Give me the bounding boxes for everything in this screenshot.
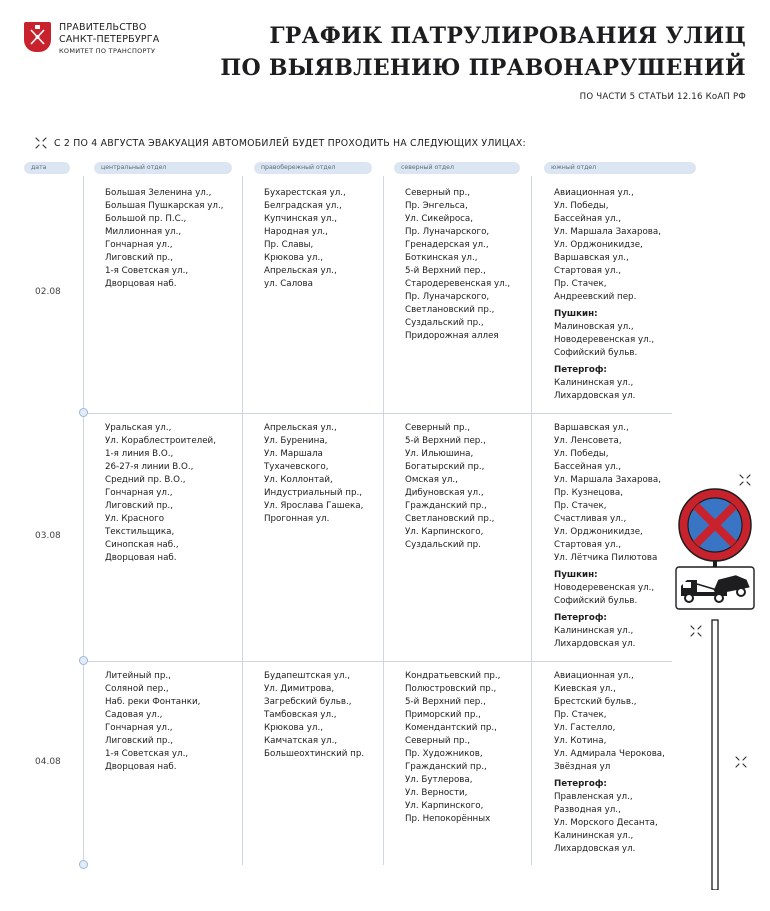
- street-item: 5-й Верхний пер.,: [405, 697, 486, 707]
- street-item: Дворцовая наб.: [105, 279, 177, 289]
- street-item: 5-й Верхний пер.,: [405, 436, 486, 446]
- street-item: Соляной пер.,: [105, 684, 169, 694]
- district-heading: Пушкин:: [554, 309, 598, 319]
- street-item: Калининская ул.,: [554, 378, 634, 388]
- district-heading: Пушкин:: [554, 570, 598, 580]
- street-item: Лиговский пр.,: [105, 736, 173, 746]
- street-item: Софийский бульв.: [554, 596, 638, 606]
- street-item: Софийский бульв.: [554, 348, 638, 358]
- street-item: Ул. Буренина,: [264, 436, 328, 446]
- street-item: Бухарестская ул.,: [264, 188, 346, 198]
- cell-south: [554, 670, 665, 856]
- street-item: Большая Пушкарская ул.,: [105, 201, 224, 211]
- street-item: Приморский пр.,: [405, 710, 481, 720]
- street-item: Стародеревенская ул.,: [405, 279, 511, 289]
- street-item: Ул. Орджоникидзе,: [554, 527, 643, 537]
- street-item: Стартовая ул.,: [554, 266, 621, 276]
- column-header-central: центральный отдел: [94, 162, 232, 174]
- cell-south: [554, 422, 661, 651]
- street-item: Варшавская ул.,: [554, 423, 629, 433]
- street-item: Новодеревенская ул.,: [554, 583, 655, 593]
- street-item: Ул. Маршала Захарова,: [554, 227, 662, 237]
- street-item: Пр. Стачек,: [554, 710, 607, 720]
- street-item: Тухачевского,: [264, 462, 329, 472]
- street-item: Малиновская ул.,: [554, 322, 634, 332]
- cell-central: [105, 670, 200, 774]
- street-item: Пр. Художников,: [405, 749, 483, 759]
- street-item: Крюкова ул.,: [264, 253, 323, 263]
- column-divider: [383, 176, 384, 865]
- street-item: Ул. Котина,: [554, 736, 607, 746]
- org-logo: [24, 22, 160, 58]
- street-item: Придорожная аллея: [405, 331, 499, 341]
- street-item: Богатырский пр.,: [405, 462, 485, 472]
- row-date: 03.08: [35, 531, 61, 541]
- street-item: Ул. Маршала Захарова,: [554, 475, 662, 485]
- street-item: Калининская ул.,: [554, 831, 634, 841]
- street-item: Ул. Лётчика Пилютова: [554, 553, 658, 563]
- street-item: Киевская ул.,: [554, 684, 616, 694]
- street-item: ул. Салова: [264, 279, 313, 289]
- page-subtitle: ПО ЧАСТИ 5 СТАТЬИ 12.16 КоАП РФ: [579, 92, 746, 102]
- street-item: Северный пр.,: [405, 423, 471, 433]
- timeline-dot: [79, 656, 88, 665]
- street-item: Белградская ул.,: [264, 201, 342, 211]
- intro: [34, 136, 526, 150]
- street-item: 26-27-я линии В.О.,: [105, 462, 194, 472]
- street-item: Камчатская ул.,: [264, 736, 338, 746]
- street-item: Суздальский пр.: [405, 540, 481, 550]
- street-item: Пр. Стачек,: [554, 279, 607, 289]
- street-item: Пр. Энгельса,: [405, 201, 468, 211]
- street-item: Северный пр.,: [405, 736, 471, 746]
- org-department: КОМИТЕТ ПО ТРАНСПОРТУ: [59, 47, 156, 55]
- street-item: Ул. Коллонтай,: [264, 475, 333, 485]
- street-item: Гончарная ул.,: [105, 488, 173, 498]
- street-item: Пр. Стачек,: [554, 501, 607, 511]
- street-item: Лихардовская ул.: [554, 844, 636, 854]
- column-header-right-bank: правобережный отдел: [254, 162, 372, 174]
- street-item: Ул. Верности,: [405, 788, 468, 798]
- street-item: Авиационная ул.,: [554, 188, 634, 198]
- cell-north: [405, 187, 510, 343]
- street-item: Светлановский пр.,: [405, 305, 495, 315]
- street-item: Прогонная ул.: [264, 514, 330, 524]
- street-item: Ул. Орджоникидзе,: [554, 240, 643, 250]
- street-item: Пр. Непокорённых: [405, 814, 491, 824]
- street-item: Боткинская ул.,: [405, 253, 478, 263]
- street-item: Народная ул.,: [264, 227, 328, 237]
- row-date: 02.08: [35, 287, 61, 297]
- street-item: Полюстровский пр.,: [405, 684, 497, 694]
- street-item: Пр. Луначарского,: [405, 292, 490, 302]
- street-item: Варшавская ул.,: [554, 253, 629, 263]
- street-item: Купчинская ул.,: [264, 214, 337, 224]
- emblem-icon: [24, 22, 51, 52]
- title-line2: ПО ВЫЯВЛЕНИЮ ПРАВОНАРУШЕНИЙ: [220, 55, 746, 81]
- street-item: Авиационная ул.,: [554, 671, 634, 681]
- street-item: Гражданский пр.,: [405, 501, 487, 511]
- timeline-dot: [79, 408, 88, 417]
- street-item: Садовая ул.,: [105, 710, 163, 720]
- intro-text: С 2 ПО 4 АВГУСТА ЭВАКУАЦИЯ АВТОМОБИЛЕЙ БУДЕТ ПРОХОДИТЬ НА СЛЕДУЮЩИХ УЛИЦАХ:: [54, 137, 526, 149]
- street-item: Тамбовская ул.,: [264, 710, 337, 720]
- column-header-date: дата: [24, 162, 70, 174]
- street-item: Большеохтинский пр.: [264, 749, 365, 759]
- row-divider: [84, 413, 672, 414]
- district-heading: Петергоф:: [554, 613, 607, 623]
- street-item: Бассейная ул.,: [554, 462, 622, 472]
- street-item: Ул. Маршала: [264, 449, 323, 459]
- street-item: Новодеревенская ул.,: [554, 335, 655, 345]
- street-item: 1-я Советская ул.,: [105, 749, 189, 759]
- row-date: 04.08: [35, 757, 61, 767]
- street-item: Крюкова ул.,: [264, 723, 323, 733]
- street-item: 1-я Советская ул.,: [105, 266, 189, 276]
- street-item: Ул. Красного: [105, 514, 165, 524]
- street-item: Миллионная ул.,: [105, 227, 182, 237]
- street-item: Ул. Ильюшина,: [405, 449, 474, 459]
- street-item: 1-я линия В.О.,: [105, 449, 174, 459]
- street-item: Апрельская ул.,: [264, 266, 337, 276]
- street-item: Комендантский пр.,: [405, 723, 497, 733]
- street-item: Ул. Ленсовета,: [554, 436, 622, 446]
- sparkle-icon: [734, 755, 748, 769]
- street-item: Светлановский пр.,: [405, 514, 495, 524]
- street-item: Разводная ул.,: [554, 805, 621, 815]
- street-item: Дибуновская ул.,: [405, 488, 484, 498]
- street-item: Индустриальный пр.,: [264, 488, 362, 498]
- street-item: Гончарная ул.,: [105, 240, 173, 250]
- street-item: Наб. реки Фонтанки,: [105, 697, 201, 707]
- street-item: Ул. Победы,: [554, 449, 609, 459]
- street-item: Апрельская ул.,: [264, 423, 337, 433]
- column-divider: [242, 176, 243, 865]
- street-item: Пр. Славы,: [264, 240, 314, 250]
- street-item: Пр. Кузнецова,: [554, 488, 623, 498]
- street-item: Ул. Ярослава Гашека,: [264, 501, 364, 511]
- title-line1: ГРАФИК ПАТРУЛИРОВАНИЯ УЛИЦ: [269, 23, 746, 49]
- row-divider: [84, 661, 672, 662]
- org-name-line2: САНКТ-ПЕТЕРБУРГА: [59, 34, 160, 45]
- street-item: Текстильщика,: [105, 527, 175, 537]
- street-item: Лиговский пр.,: [105, 253, 173, 263]
- street-item: Загребский бульв.,: [264, 697, 352, 707]
- street-item: Ул. Морского Десанта,: [554, 818, 658, 828]
- cell-right-bank: [264, 187, 346, 291]
- street-item: Звёздная ул: [554, 762, 611, 772]
- street-item: Будапештская ул.,: [264, 671, 351, 681]
- street-item: Правленская ул.,: [554, 792, 633, 802]
- street-item: Большой пр. П.С.,: [105, 214, 187, 224]
- street-item: Ул. Гастелло,: [554, 723, 616, 733]
- street-item: Ул. Победы,: [554, 201, 609, 211]
- district-heading: Петергоф:: [554, 365, 607, 375]
- street-item: Счастливая ул.,: [554, 514, 627, 524]
- street-item: Ул. Карпинского,: [405, 801, 484, 811]
- street-item: Ул. Бутлерова,: [405, 775, 473, 785]
- street-item: Бассейная ул.,: [554, 214, 622, 224]
- sparkle-icon: [738, 473, 752, 487]
- street-item: Брестский бульв.,: [554, 697, 637, 707]
- column-divider: [531, 176, 532, 865]
- street-item: Синопская наб.,: [105, 540, 179, 550]
- street-item: Ул. Карпинского,: [405, 527, 484, 537]
- street-item: Суздальский пр.,: [405, 318, 484, 328]
- cell-right-bank: [264, 422, 363, 526]
- street-item: Лихардовская ул.: [554, 391, 636, 401]
- page-title: [220, 20, 746, 84]
- street-item: Кондратьевский пр.,: [405, 671, 501, 681]
- street-item: Северный пр.,: [405, 188, 471, 198]
- street-item: Большая Зеленина ул.,: [105, 188, 212, 198]
- street-item: Ул. Адмирала Черокова,: [554, 749, 665, 759]
- cell-north: [405, 670, 500, 826]
- tow-truck-icon: [675, 566, 755, 610]
- street-item: Ул. Кораблестроителей,: [105, 436, 216, 446]
- street-item: 5-й Верхний пер.,: [405, 266, 486, 276]
- sparkle-icon: [689, 624, 703, 638]
- street-item: Пр. Луначарского,: [405, 227, 490, 237]
- street-item: Лиговский пр.,: [105, 501, 173, 511]
- cell-central: [105, 422, 216, 565]
- street-item: Средний пр. В.О.,: [105, 475, 186, 485]
- no-stopping-sign-icon: [668, 470, 763, 890]
- street-item: Стартовая ул.,: [554, 540, 621, 550]
- street-item: Ул. Димитрова,: [264, 684, 335, 694]
- street-item: Литейный пр.,: [105, 671, 171, 681]
- cell-south: [554, 187, 661, 403]
- column-header-north: северный отдел: [394, 162, 520, 174]
- cell-central: [105, 187, 223, 291]
- timeline-dot: [79, 860, 88, 869]
- column-header-south: южный отдел: [544, 162, 696, 174]
- sparkle-icon: [34, 136, 48, 150]
- street-item: Дворцовая наб.: [105, 553, 177, 563]
- cell-north: [405, 422, 494, 552]
- org-name-line1: ПРАВИТЕЛЬСТВО: [59, 22, 147, 33]
- street-item: Омская ул.,: [405, 475, 458, 485]
- street-item: Гончарная ул.,: [105, 723, 173, 733]
- street-item: Калининская ул.,: [554, 626, 634, 636]
- street-item: Гражданский пр.,: [405, 762, 487, 772]
- street-item: Гренадерская ул.,: [405, 240, 489, 250]
- timeline-line: [83, 176, 84, 865]
- street-item: Дворцовая наб.: [105, 762, 177, 772]
- street-item: Лихардовская ул.: [554, 639, 636, 649]
- street-item: Ул. Сикейроса,: [405, 214, 474, 224]
- street-item: Уральская ул.,: [105, 423, 172, 433]
- district-heading: Петергоф:: [554, 779, 607, 789]
- street-item: Андреевский пер.: [554, 292, 637, 302]
- cell-right-bank: [264, 670, 364, 761]
